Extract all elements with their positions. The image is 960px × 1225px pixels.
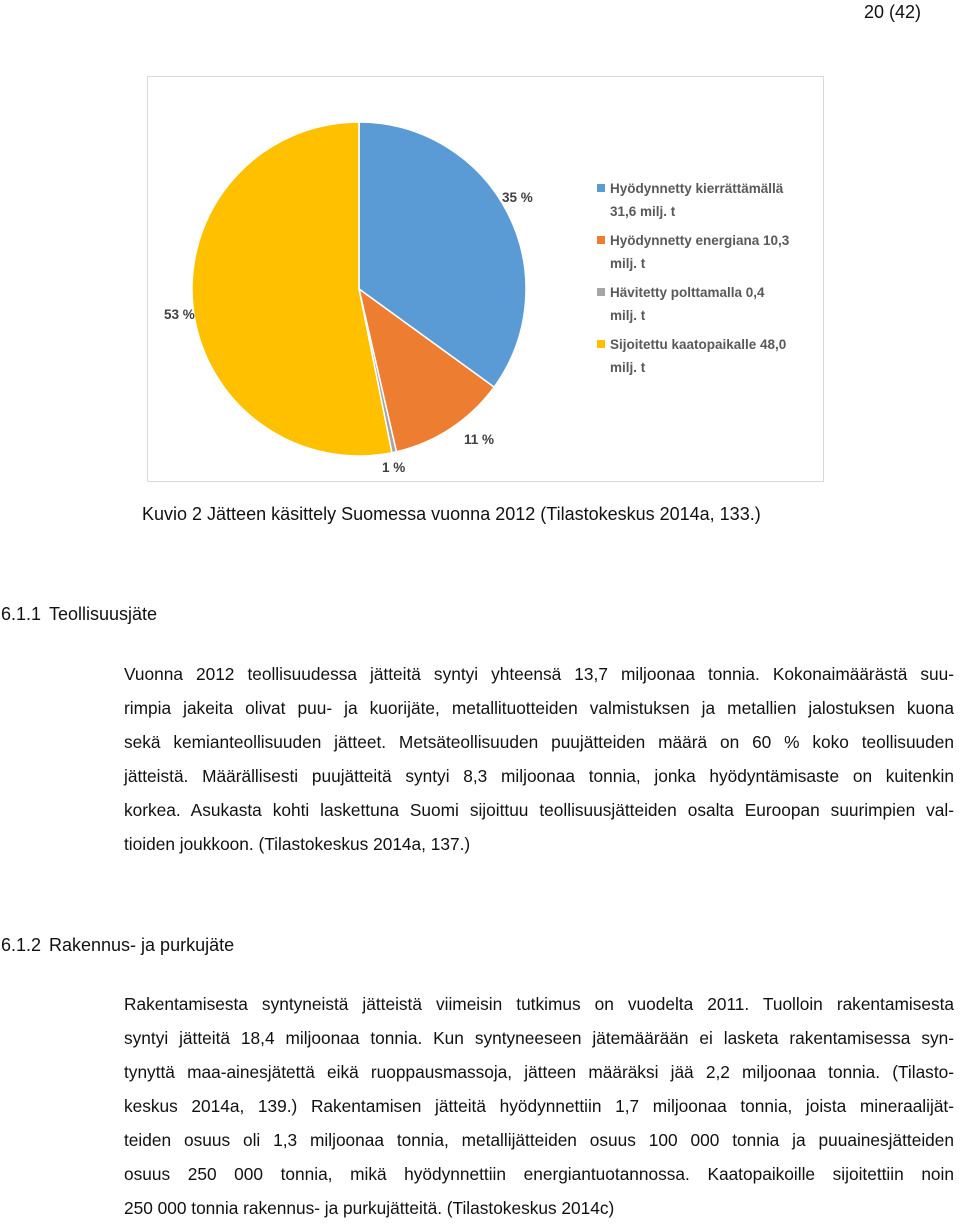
chart-legend [597,181,790,375]
legend-swatch-landfill [597,340,605,348]
page-number: 20 (42) [863,2,921,22]
legend-label-incinerated-line1: Hävitetty polttamalla 0,4 [610,285,765,300]
legend-label-incinerated-line2: milj. t [610,308,646,323]
paragraph-line: tynyttä maa-ainesjätettä eikä ruoppausmassoja, jätteen määräksi jää 2,2 miljoonaa tonnia. (Tilasto- [124,1062,954,1082]
legend-label-landfill-line2: milj. t [610,360,646,375]
paragraph-line: keskus 2014a, 139.) Rakentamisen jätteitä hyödynnettiin 1,7 miljoonaa tonnia, joista mineraalijät- [124,1096,954,1116]
legend-label-energy-line1: Hyödynnetty energiana 10,3 [610,233,790,248]
section-title: Rakennus- ja purkujäte [49,935,235,955]
paragraph-line: 250 000 tonnia rakennus- ja purkujätteitä. (Tilastokeskus 2014c) [124,1198,615,1218]
paragraph-line: sekä kemianteollisuuden jätteet. Metsäteollisuuden puujätteiden määrä on 60 % koko teollisuuden [124,732,954,752]
legend-label-recycled-line2: 31,6 milj. t [610,204,676,219]
paragraph-line: rimpia jakeita olivat puu- ja kuorijäte, metallituotteiden valmistuksen ja metallien jalostuksen kuona [124,698,954,718]
paragraph-line: teiden osuus oli 1,3 miljoonaa tonnia, metallijätteiden osuus 100 000 tonnia ja puuainesjätteiden [124,1130,954,1150]
legend-label-landfill-line1: Sijoitettu kaatopaikalle 48,0 [610,337,787,352]
paragraph-line: osuus 250 000 tonnia, mikä hyödynnettiin energiantuotannossa. Kaatopaikoille sijoitettiin noin [124,1164,954,1184]
legend-label-energy-line2: milj. t [610,256,646,271]
paragraph-line: syntyi jätteitä 18,4 miljoonaa tonnia. Kun syntyneeseen jätemäärään ei lasketa rakentamisessa syn- [124,1028,954,1048]
paragraph-line: Rakentamisesta syntyneistä jätteistä viimeisin tutkimus on vuodelta 2011. Tuolloin rakentamisesta [124,994,954,1014]
section-number: 6.1.2 [1,935,42,955]
legend-swatch-incinerated [597,288,605,296]
figure-caption: Kuvio 2 Jätteen käsittely Suomessa vuonna 2012 (Tilastokeskus 2014a, 133.) [142,504,761,524]
paragraph-line: korkea. Asukasta kohti laskettuna Suomi sijoittuu teollisuusjätteiden osalta Euroopan suurimpien val- [124,800,954,820]
paragraph-construction-waste [124,987,954,1225]
percent-label-recycled: 35 % [502,190,533,205]
section-number: 6.1.1 [1,604,42,624]
section-title: Teollisuusjäte [49,604,158,624]
pie-chart [147,76,824,482]
section-heading-industrial-waste [0,604,157,625]
pie-chart-svg [148,77,823,481]
percent-label-landfill: 53 % [164,307,195,322]
section-heading-construction-waste [0,935,234,956]
paragraph-line: tioiden joukkoon. (Tilastokeskus 2014a, 137.) [124,834,471,854]
percent-label-energy: 11 % [464,432,495,447]
legend-swatch-energy [597,236,605,244]
percent-label-incinerated: 1 % [382,460,406,475]
paragraph-line: Vuonna 2012 teollisuudessa jätteitä syntyi yhteensä 13,7 miljoonaa tonnia. Kokonaimäärästä suu- [124,664,954,684]
pie-slices [192,122,526,456]
legend-label-recycled-line1: Hyödynnetty kierrättämällä [610,181,784,196]
legend-swatch-recycled [597,184,605,192]
paragraph-industrial-waste [124,657,954,861]
paragraph-line: jätteistä. Määrällisesti puujätteitä syntyi 8,3 miljoonaa tonnia, jonka hyödyntämisaste on kuitenkin [124,766,954,786]
